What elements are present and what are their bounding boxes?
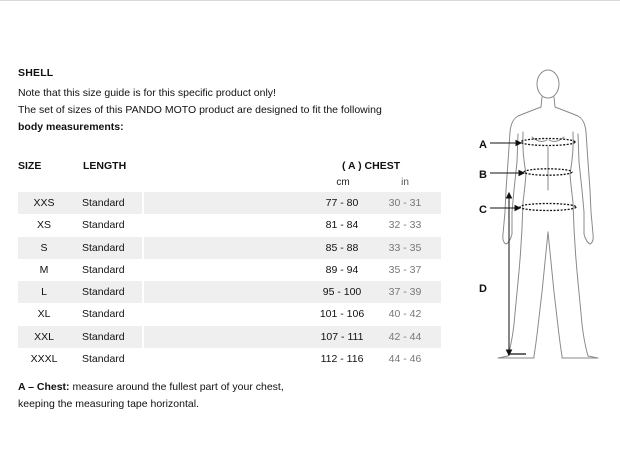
size-cell: M — [39, 263, 49, 276]
table-row — [18, 237, 441, 259]
size-cell: XXL — [34, 330, 54, 343]
unit-in: in — [401, 177, 409, 188]
size-table — [18, 192, 441, 370]
table-row — [18, 281, 441, 303]
product-heading: SHELL — [18, 67, 54, 79]
chest-in-cell: 32 - 33 — [388, 219, 422, 232]
chest-cm-cell: 85 - 88 — [325, 241, 359, 254]
chest-note-text-1: measure around the fullest part of your chest, — [69, 381, 284, 393]
top-divider — [0, 0, 620, 1]
intro-line-2: The set of sizes of this PANDO MOTO product are designed to fit the following — [18, 104, 382, 116]
intro-line-1: Note that this size guide is for this specific product only! — [18, 87, 276, 99]
chest-in-cell: 44 - 46 — [388, 353, 422, 366]
size-cell: L — [41, 286, 47, 299]
hip-ring — [520, 204, 576, 211]
size-cell: S — [40, 241, 48, 254]
table-row — [18, 192, 441, 214]
chest-cm-cell: 81 - 84 — [325, 219, 359, 232]
figure-label-a: A — [479, 139, 487, 151]
chest-in-cell: 40 - 42 — [388, 308, 422, 321]
chest-in-cell: 30 - 31 — [388, 197, 422, 209]
chest-ring — [521, 139, 575, 146]
intro-line-3: body measurements: — [18, 121, 124, 133]
length-cell: Standard — [82, 263, 125, 276]
chest-in-cell: 33 - 35 — [388, 241, 422, 254]
chest-cm-cell: 95 - 100 — [322, 286, 362, 299]
body-measurement-figure — [470, 62, 620, 372]
length-cell: Standard — [82, 330, 125, 343]
chest-in-cell: 37 - 39 — [388, 286, 422, 299]
table-row — [18, 259, 441, 281]
size-cell: XS — [36, 219, 51, 232]
length-cell: Standard — [82, 241, 125, 254]
column-header-size: SIZE — [18, 160, 42, 172]
chest-in-cell: 35 - 37 — [388, 263, 422, 276]
column-header-chest: ( A ) CHEST — [342, 160, 401, 172]
chest-cm-cell: 107 - 111 — [320, 330, 364, 343]
body-outline — [498, 70, 598, 358]
table-row — [18, 303, 441, 325]
length-cell: Standard — [82, 197, 125, 209]
chest-cm-cell: 89 - 94 — [325, 263, 359, 276]
chest-note-line-2: keeping the measuring tape horizontal. — [18, 398, 199, 410]
column-header-length: LENGTH — [83, 160, 127, 172]
chest-cm-cell: 112 - 116 — [320, 353, 364, 366]
table-row — [18, 214, 441, 236]
length-cell: Standard — [82, 308, 125, 321]
figure-label-c: C — [479, 204, 487, 216]
length-cell: Standard — [82, 219, 125, 232]
figure-label-d: D — [479, 283, 487, 295]
length-cell: Standard — [82, 353, 125, 366]
size-cell: XXS — [33, 197, 55, 209]
size-cell: XL — [37, 308, 51, 321]
length-cell: Standard — [82, 286, 125, 299]
figure-label-b: B — [479, 169, 487, 181]
chest-note-label: A – Chest: — [18, 381, 70, 393]
chest-note-line-1 — [18, 381, 284, 393]
chest-cm-cell: 101 - 106 — [319, 308, 365, 321]
unit-cm: cm — [336, 177, 350, 188]
chest-in-cell: 42 - 44 — [388, 330, 422, 343]
table-row — [18, 326, 441, 348]
chest-cm-cell: 77 - 80 — [325, 197, 359, 209]
size-cell: XXXL — [30, 353, 58, 366]
table-row — [18, 348, 441, 370]
